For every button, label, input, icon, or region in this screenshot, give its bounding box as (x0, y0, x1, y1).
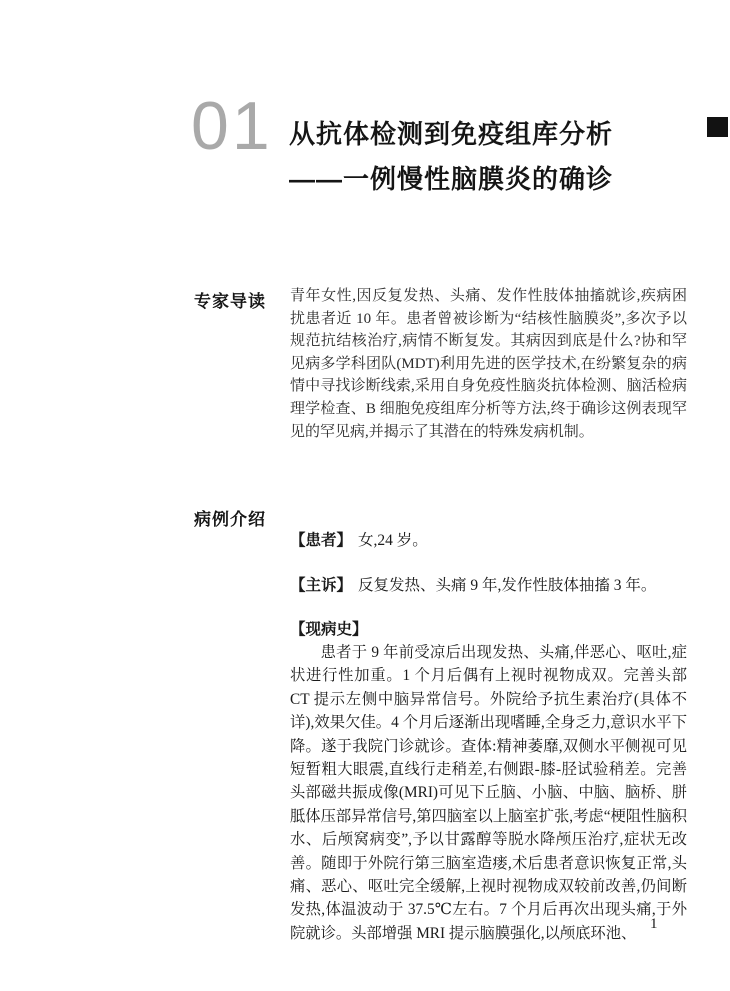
section-heading-case-intro: 病例介绍 (194, 510, 266, 529)
chief-complaint-label: 【主诉】 (290, 577, 353, 594)
history-paragraph: 患者于 9 年前受凉后出现发热、头痛,伴恶心、呕吐,症状进行性加重。1 个月后偶有上视时视物成双。完善头部 CT 提示左侧中脑异常信号。外院给予抗生素治疗(具体不详),效果欠佳。4 个月后逐渐出现嗜睡,全身乏力,意识水平下降。遂于我院门诊就诊。查体:精神萎靡,双侧水平侧视可见短暂粗大眼震,直线行走稍差,右侧跟-膝-胫试验稍差。完善头部磁共振成像(MRI)可见下丘脑、小脑、中脑、脑桥、胼胝体压部异常信号,第四脑室以上脑室扩张,考虑“梗阻性脑积水、后颅窝病变”,予以甘露醇等脱水降颅压治疗,症状无改善。随即于外院行第三脑室造瘘,术后患者意识恢复正常,头痛、恶心、呕吐完全缓解,上视时视物成双较前改善,仍间断发热,体温波动于 37.5℃左右。7 个月后再次出现头痛,于外院就诊。头部增强 MRI 提示脑膜强化,以颅底环池、 (290, 644, 687, 942)
chief-complaint-value: 反复发热、头痛 9 年,发作性肢体抽搐 3 年。 (358, 577, 657, 594)
page-number: 1 (650, 916, 658, 932)
chapter-title-line2: ——一例慢性脑膜炎的确诊 (289, 164, 614, 194)
chapter-title (289, 112, 613, 202)
chief-complaint-line (290, 573, 656, 595)
corner-marker-square (707, 117, 728, 137)
section-heading-expert-intro: 专家导读 (194, 292, 266, 311)
patient-line (290, 528, 428, 550)
patient-label: 【患者】 (290, 532, 353, 549)
chapter-title-line1: 从抗体检测到免疫组库分析 (289, 119, 614, 149)
patient-value: 女,24 岁。 (358, 532, 428, 549)
expert-intro-paragraph: 青年女性,因反复发热、头痛、发作性肢体抽搐就诊,疾病困扰患者近 10 年。患者曾被诊断为“结核性脑膜炎”,多次予以规范抗结核治疗,病情不断复发。其病因到底是什么?协和罕见病多学科团队(MDT)利用先进的医学技术,在纷繁复杂的病情中寻找诊断线索,采用自身免疫性脑炎抗体检测、脑活检病理学检查、B 细胞免疫组库分析等方法,终于确诊这例表现罕见的罕见病,并揭示了其潜在的特殊发病机制。 (290, 288, 687, 440)
chapter-number: 01 (191, 88, 273, 164)
history-label: 【现病史】 (290, 621, 368, 638)
